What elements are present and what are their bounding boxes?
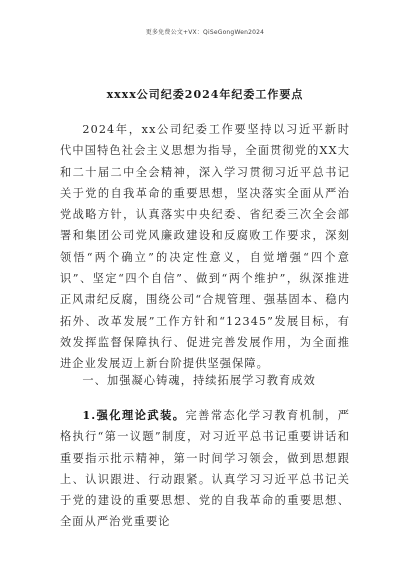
header-note: 更多免费公文+VX：QiSeGongWen2024 bbox=[145, 29, 265, 36]
item-one-text: 完善常态化学习教育机制，严格执行“第一议题”制度，对习近平总书记重要讲话和重要指示批示精神，第一时间学习领会，做到思想跟上、认识跟进、行动跟紧。认真学习习近平总书记关于党的建设的重要思想、党的自我革命的重要思想、全面从严治党重要论 bbox=[60, 409, 350, 529]
document-title: xxxx公司纪委2024年纪委工作要点 bbox=[106, 88, 304, 101]
section-one-heading: 一、加强凝心铸魂，持续拓展学习教育成效 bbox=[82, 374, 316, 387]
item-one-lead: 1.强化理论武装。 bbox=[82, 408, 186, 422]
item-one-paragraph bbox=[60, 405, 350, 533]
intro-paragraph: 2024年，xx公司纪委工作要坚持以习近平新时代中国特色社会主义思想为指导，全面贯彻党的XX大和二十届二中全会精神，深入学习贯彻习近平总书记关于党的自我革命的重要思想，坚决落实全面从严治党战略方针，认真落实中央纪委、省纪委三次全会部署和集团公司党风廉政建设和反腐败工作要求，深刻领悟“两个确立”的决定性意义，自觉增强“四个意识”、坚定“四个自信”、做到“两个维护”，纵深推进正风肃纪反腐，围绕公司“合规管理、强基固本、稳内拓外、改革发展”工作方针和“12345”发展目标，有效发挥监督保障执行、促进完善发展作用，为全面推进企业发展迈上新台阶提供坚强保障。 bbox=[60, 123, 350, 371]
